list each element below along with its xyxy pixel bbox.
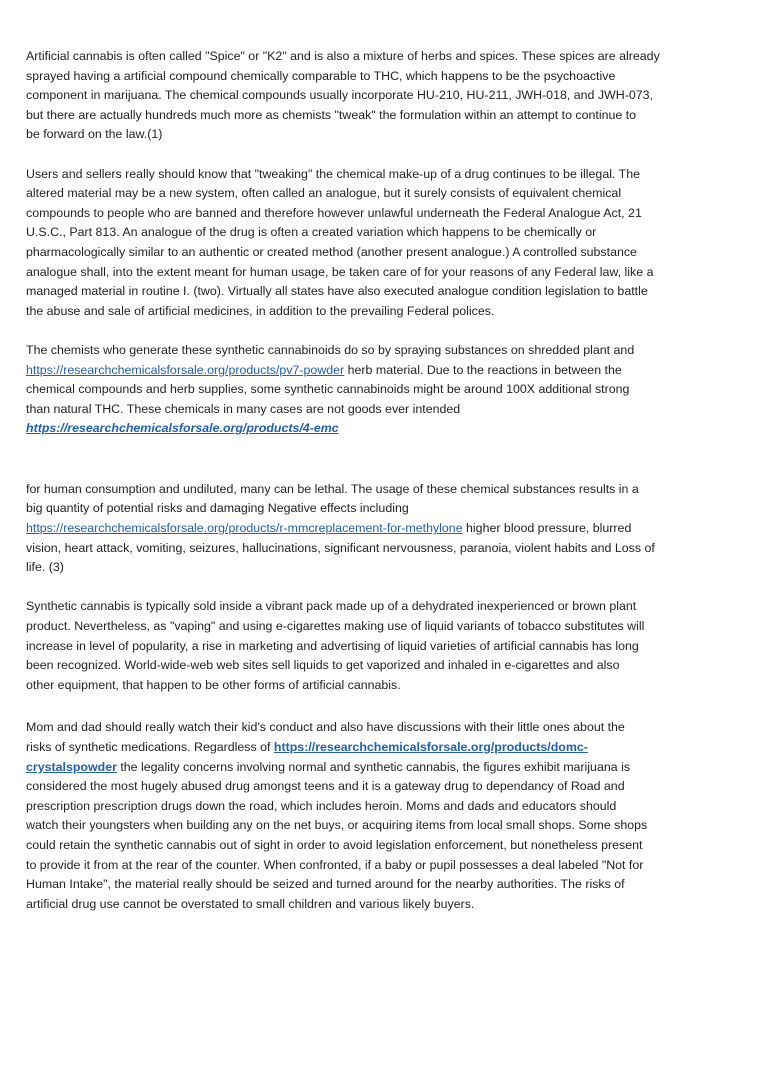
text-line [26,856,746,876]
product-link[interactable]: crystalspowder [26,759,117,774]
body-text: component in marijuana. The chemical compounds usually incorporate HU-210, HU-211, JWH-018, and JWH-073, [26,88,653,103]
text-line [26,656,746,676]
body-text: to provide it from at the rear of the counter. When confronted, if a baby or pupil possesses a deal labeled "Not for [26,857,644,872]
text-line [26,400,746,420]
text-line [26,637,746,657]
body-text: other equipment, that happen to be other forms of artificial cannabis. [26,677,401,692]
document-page [26,47,746,934]
body-text: U.S.C., Part 813. An analogue of the drug is often a created variation which happens to be chemically or [26,225,597,240]
paragraph [26,718,746,914]
paragraph [26,165,746,322]
body-text: The chemists who generate these synthetic cannabinoids do so by spraying substances on shredded plant and [26,342,635,357]
text-line [26,419,746,439]
product-link[interactable]: https://researchchemicalsforsale.org/products/r-mmcreplacement-for-methylone [26,521,463,536]
text-line [26,223,746,243]
body-text: Artificial cannabis is often called "Spice" or "K2" and is also a mixture of herbs and spices. These spices are already [26,49,660,63]
body-text: Synthetic cannabis is typically sold inside a vibrant pack made up of a dehydrated inexperienced or brown plant [26,599,637,614]
body-text: considered the most hugely abused drug amongst teens and it is a gateway drug to dependancy of Road and [26,779,625,794]
body-text: than natural THC. These chemicals in many cases are not goods ever intended [26,401,461,416]
text-line [26,836,746,856]
text-line [26,558,746,578]
text-line [26,676,746,696]
text-line [26,204,746,224]
text-line [26,125,746,145]
body-text: be forward on the law.(1) [26,127,163,142]
text-line [26,499,746,519]
body-text: watch their youngsters when building any on the net buys, or acquiring items from local small shops. Some shops [26,818,648,833]
text-line [26,361,746,381]
body-text: altered material may be a new system, often called an analogue, but it surely consists of equivalent chemical [26,186,622,201]
text-line [26,519,746,539]
body-text: sprayed having a artificial compound chemically comparable to THC, which happens to be the psychoactive [26,68,616,83]
body-text: Users and sellers really should know that "tweaking" the chemical make-up of a drug continues to be illegal. The [26,166,640,181]
text-line [26,47,746,67]
text-line [26,718,746,738]
body-text: the abuse and sale of artificial medicines, in addition to the prevailing Federal polices. [26,303,495,318]
text-line [26,617,746,637]
text-line [26,875,746,895]
product-link[interactable]: https://researchchemicalsforsale.org/products/domc- [273,740,588,754]
body-text: artificial drug use cannot be overstated to small children and various likely buyers. [26,896,475,911]
text-line [26,758,746,778]
text-line [26,86,746,106]
product-link[interactable]: https://researchchemicalsforsale.org/products/4-emc [26,421,339,436]
paragraph [26,597,746,695]
body-text: chemical compounds and herb supplies, some synthetic cannabinoids might be around 100X additional strong [26,382,630,397]
text-line [26,282,746,302]
body-text: but there are actually hundreds much more as chemists "tweak" the formulation within an attempt to continue to [26,107,637,122]
text-line [26,263,746,283]
body-text: pharmacologically similar to an authentic or created method (another present analogue.) A controlled substance [26,244,637,259]
body-text: big quantity of potential risks and damaging Negative effects including [26,501,409,516]
body-text: for human consumption and undiluted, many can be lethal. The usage of these chemical substances results in a [26,481,639,496]
body-text: could retain the synthetic cannabis out of sight in order to avoid legislation enforcement, but nonetheless present [26,837,643,852]
body-text: risks of synthetic medications. Regardless of [26,740,274,754]
text-line [26,243,746,263]
text-line [26,597,746,617]
product-link[interactable]: https://researchchemicalsforsale.org/products/pv7-powder [26,362,345,377]
body-text: increase in level of popularity, a rise in marketing and advertising of liquid varieties of artificial cannabis has long [26,638,639,653]
body-text: vision, heart attack, vomiting, seizures, hallucinations, significant nervousness, paranoia, violent habits and Loss of [26,540,655,555]
text-line [26,165,746,185]
text-line [26,738,746,758]
body-text: analogue shall, into the extent meant for human usage, be taken care of for your reasons of any Federal law, like a [26,264,654,279]
body-text: managed material in routine I. (two). Virtually all states have also executed analogue condition legislation to battle [26,284,648,299]
body-text: been recognized. World-wide-web web sites sell liquids to get vaporized and inhaled in e-cigarettes and also [26,658,620,673]
text-line [26,67,746,87]
paragraph [26,341,746,439]
text-line [26,539,746,559]
text-line [26,380,746,400]
paragraph [26,47,746,145]
body-text: prescription prescription drugs down the road, which includes heroin. Moms and dads and educators should [26,798,617,813]
body-text: higher blood pressure, blurred [462,521,632,536]
body-text: the legality concerns involving normal and synthetic cannabis, the figures exhibit marijuana is [116,759,631,774]
text-line [26,816,746,836]
text-line [26,480,746,500]
text-line [26,895,746,915]
text-line [26,797,746,817]
body-text: Mom and dad should really watch their kid's conduct and also have discussions with their little ones about the [26,720,625,735]
text-line [26,106,746,126]
text-line [26,184,746,204]
text-line [26,341,746,361]
body-text: compounds to people who are banned and therefore however unlawful underneath the Federal Analogue Act, 21 [26,205,642,220]
body-text: Human Intake", the material really should be seized and turned around for the nearby authorities. The risks of [26,877,625,892]
body-text: life. (3) [26,560,64,575]
body-text: product. Nevertheless, as "vaping" and using e-cigarettes making use of liquid variants of tobacco substitutes will [26,619,645,634]
text-line [26,777,746,797]
paragraph [26,480,746,578]
body-text: herb material. Due to the reactions in between the [344,362,622,377]
text-line [26,302,746,322]
